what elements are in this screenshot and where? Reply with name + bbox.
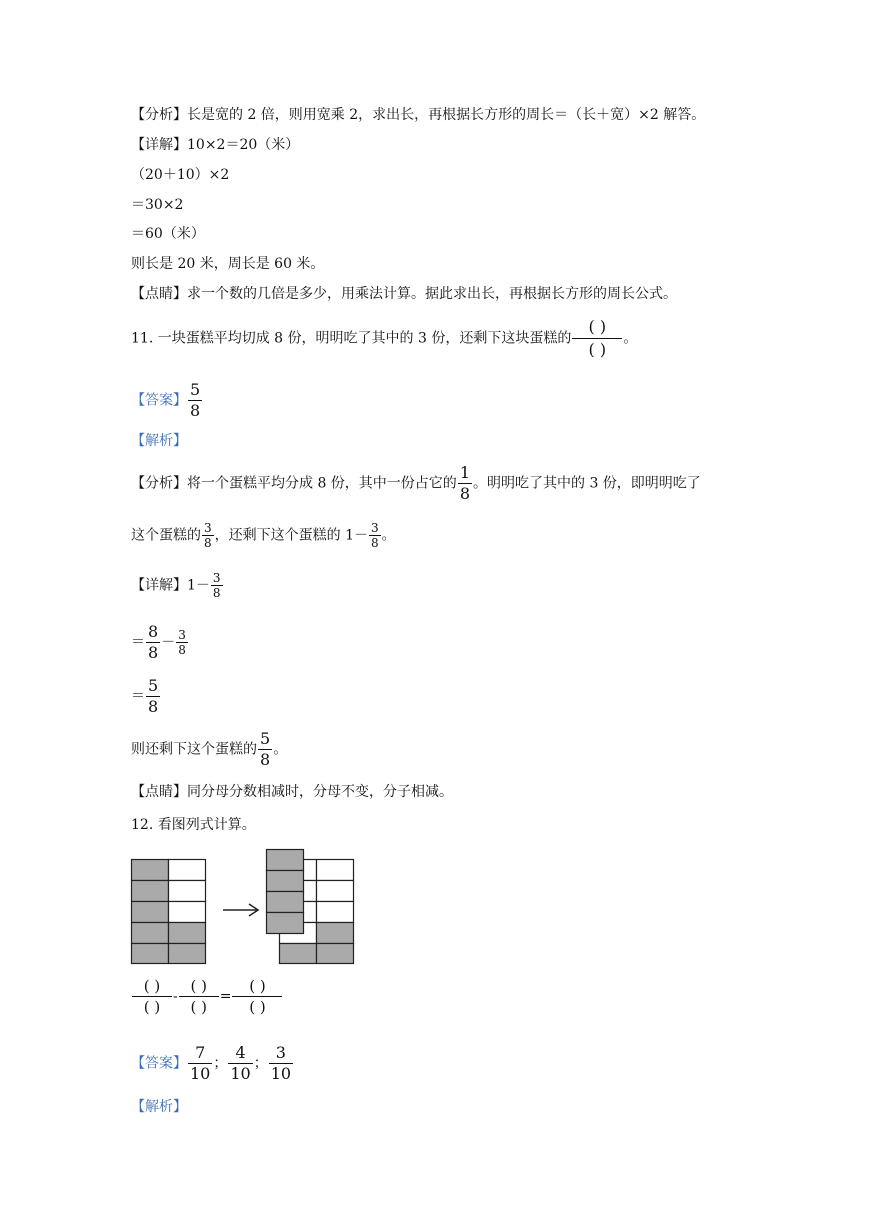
explanation-label: 【解析】 <box>131 433 187 449</box>
fraction-diagram <box>125 845 365 970</box>
fraction: $\frac{7}{10}$ <box>190 1043 211 1083</box>
answer-label: 【答案】 <box>131 392 187 409</box>
answer-blank-fraction: $\frac{( )}{( )}$ <box>572 316 622 361</box>
fraction: $\frac{3}{8}$ <box>204 521 212 550</box>
blank-equation: $\frac{( )}{( )}$ - $\frac{( )}{( )}$ = $\frac{( )}{( )}$ <box>131 976 283 1017</box>
question-11-text: 11. 一块蛋糕平均切成 8 份，明明吃了其中的 3 份，还剩下这块蛋糕的 <box>131 330 572 347</box>
fraction: $\frac{5}{8}$ <box>148 676 159 716</box>
answer-label: 【答案】 <box>131 1055 187 1072</box>
detail-line: 【详解】10×2＝20（米） <box>131 137 300 153</box>
tip-11: 【点睛】同分母分数相减时，分母不变，分子相减。 <box>131 784 453 800</box>
fraction: $\frac{4}{10}$ <box>230 1043 251 1083</box>
fraction: $\frac{3}{8}$ <box>212 571 221 600</box>
detail-11: 【详解】1－ $\frac{3}{8}$ <box>131 571 221 600</box>
fraction: $\frac{1}{8}$ <box>459 463 470 503</box>
blank-fraction[interactable]: $\frac{( )}{( )}$ <box>179 976 219 1017</box>
calc-line: ＝60（米） <box>131 226 205 242</box>
answer-12: 【答案】 $\frac{7}{10}$ ； $\frac{4}{10}$ ； $\frac{3}{10}$ <box>131 1043 292 1083</box>
answer-fraction: $\frac{5}{8}$ <box>190 380 201 420</box>
analysis-11-cont: 这个蛋糕的 $\frac{3}{8}$ ，还剩下这个蛋糕的 1－ $\frac{3}{8}$ 。 <box>131 521 396 550</box>
arrow-icon <box>223 904 258 916</box>
fraction: $\frac{8}{8}$ <box>148 622 159 662</box>
blank-fraction[interactable]: $\frac{( )}{( )}$ <box>132 976 172 1017</box>
fraction: $\frac{3}{8}$ <box>371 521 379 550</box>
fraction: $\frac{3}{8}$ <box>178 628 186 657</box>
fraction: $\frac{3}{10}$ <box>270 1043 292 1083</box>
question-11: 11. 一块蛋糕平均切成 8 份，明明吃了其中的 3 份，还剩下这块蛋糕的 $\frac{( )}{( )}$ 。 <box>131 317 638 359</box>
tip-line: 【点睛】求一个数的几倍是多少，用乘法计算。据此求出长，再根据长方形的周长公式。 <box>131 286 677 302</box>
answer-11 <box>131 380 203 421</box>
analysis-11: 【分析】将一个蛋糕平均分成 8 份，其中一份占它的 $\frac{1}{8}$ 。明明吃了其中的 3 份，即明明吃了 <box>131 463 701 503</box>
calc-step: ＝ $\frac{8}{8}$ － $\frac{3}{8}$ <box>131 622 186 662</box>
fraction: $\frac{5}{8}$ <box>260 729 271 769</box>
calc-line: ＝30×2 <box>131 197 184 213</box>
result-line: 则长是 20 米，周长是 60 米。 <box>131 256 325 272</box>
analysis-line: 【分析】长是宽的 2 倍，则用宽乘 2，求出长，再根据长方形的周长＝（长＋宽）×2 解答。 <box>131 107 706 123</box>
question-12: 12. 看图列式计算。 <box>131 817 256 833</box>
blank-fraction[interactable]: $\frac{( )}{( )}$ <box>232 976 282 1017</box>
calc-step: ＝ $\frac{5}{8}$ <box>131 676 159 716</box>
result-11: 则还剩下这个蛋糕的 $\frac{5}{8}$ 。 <box>131 729 288 769</box>
calc-line: （20＋10）×2 <box>131 167 230 183</box>
explanation-label: 【解析】 <box>131 1099 187 1115</box>
